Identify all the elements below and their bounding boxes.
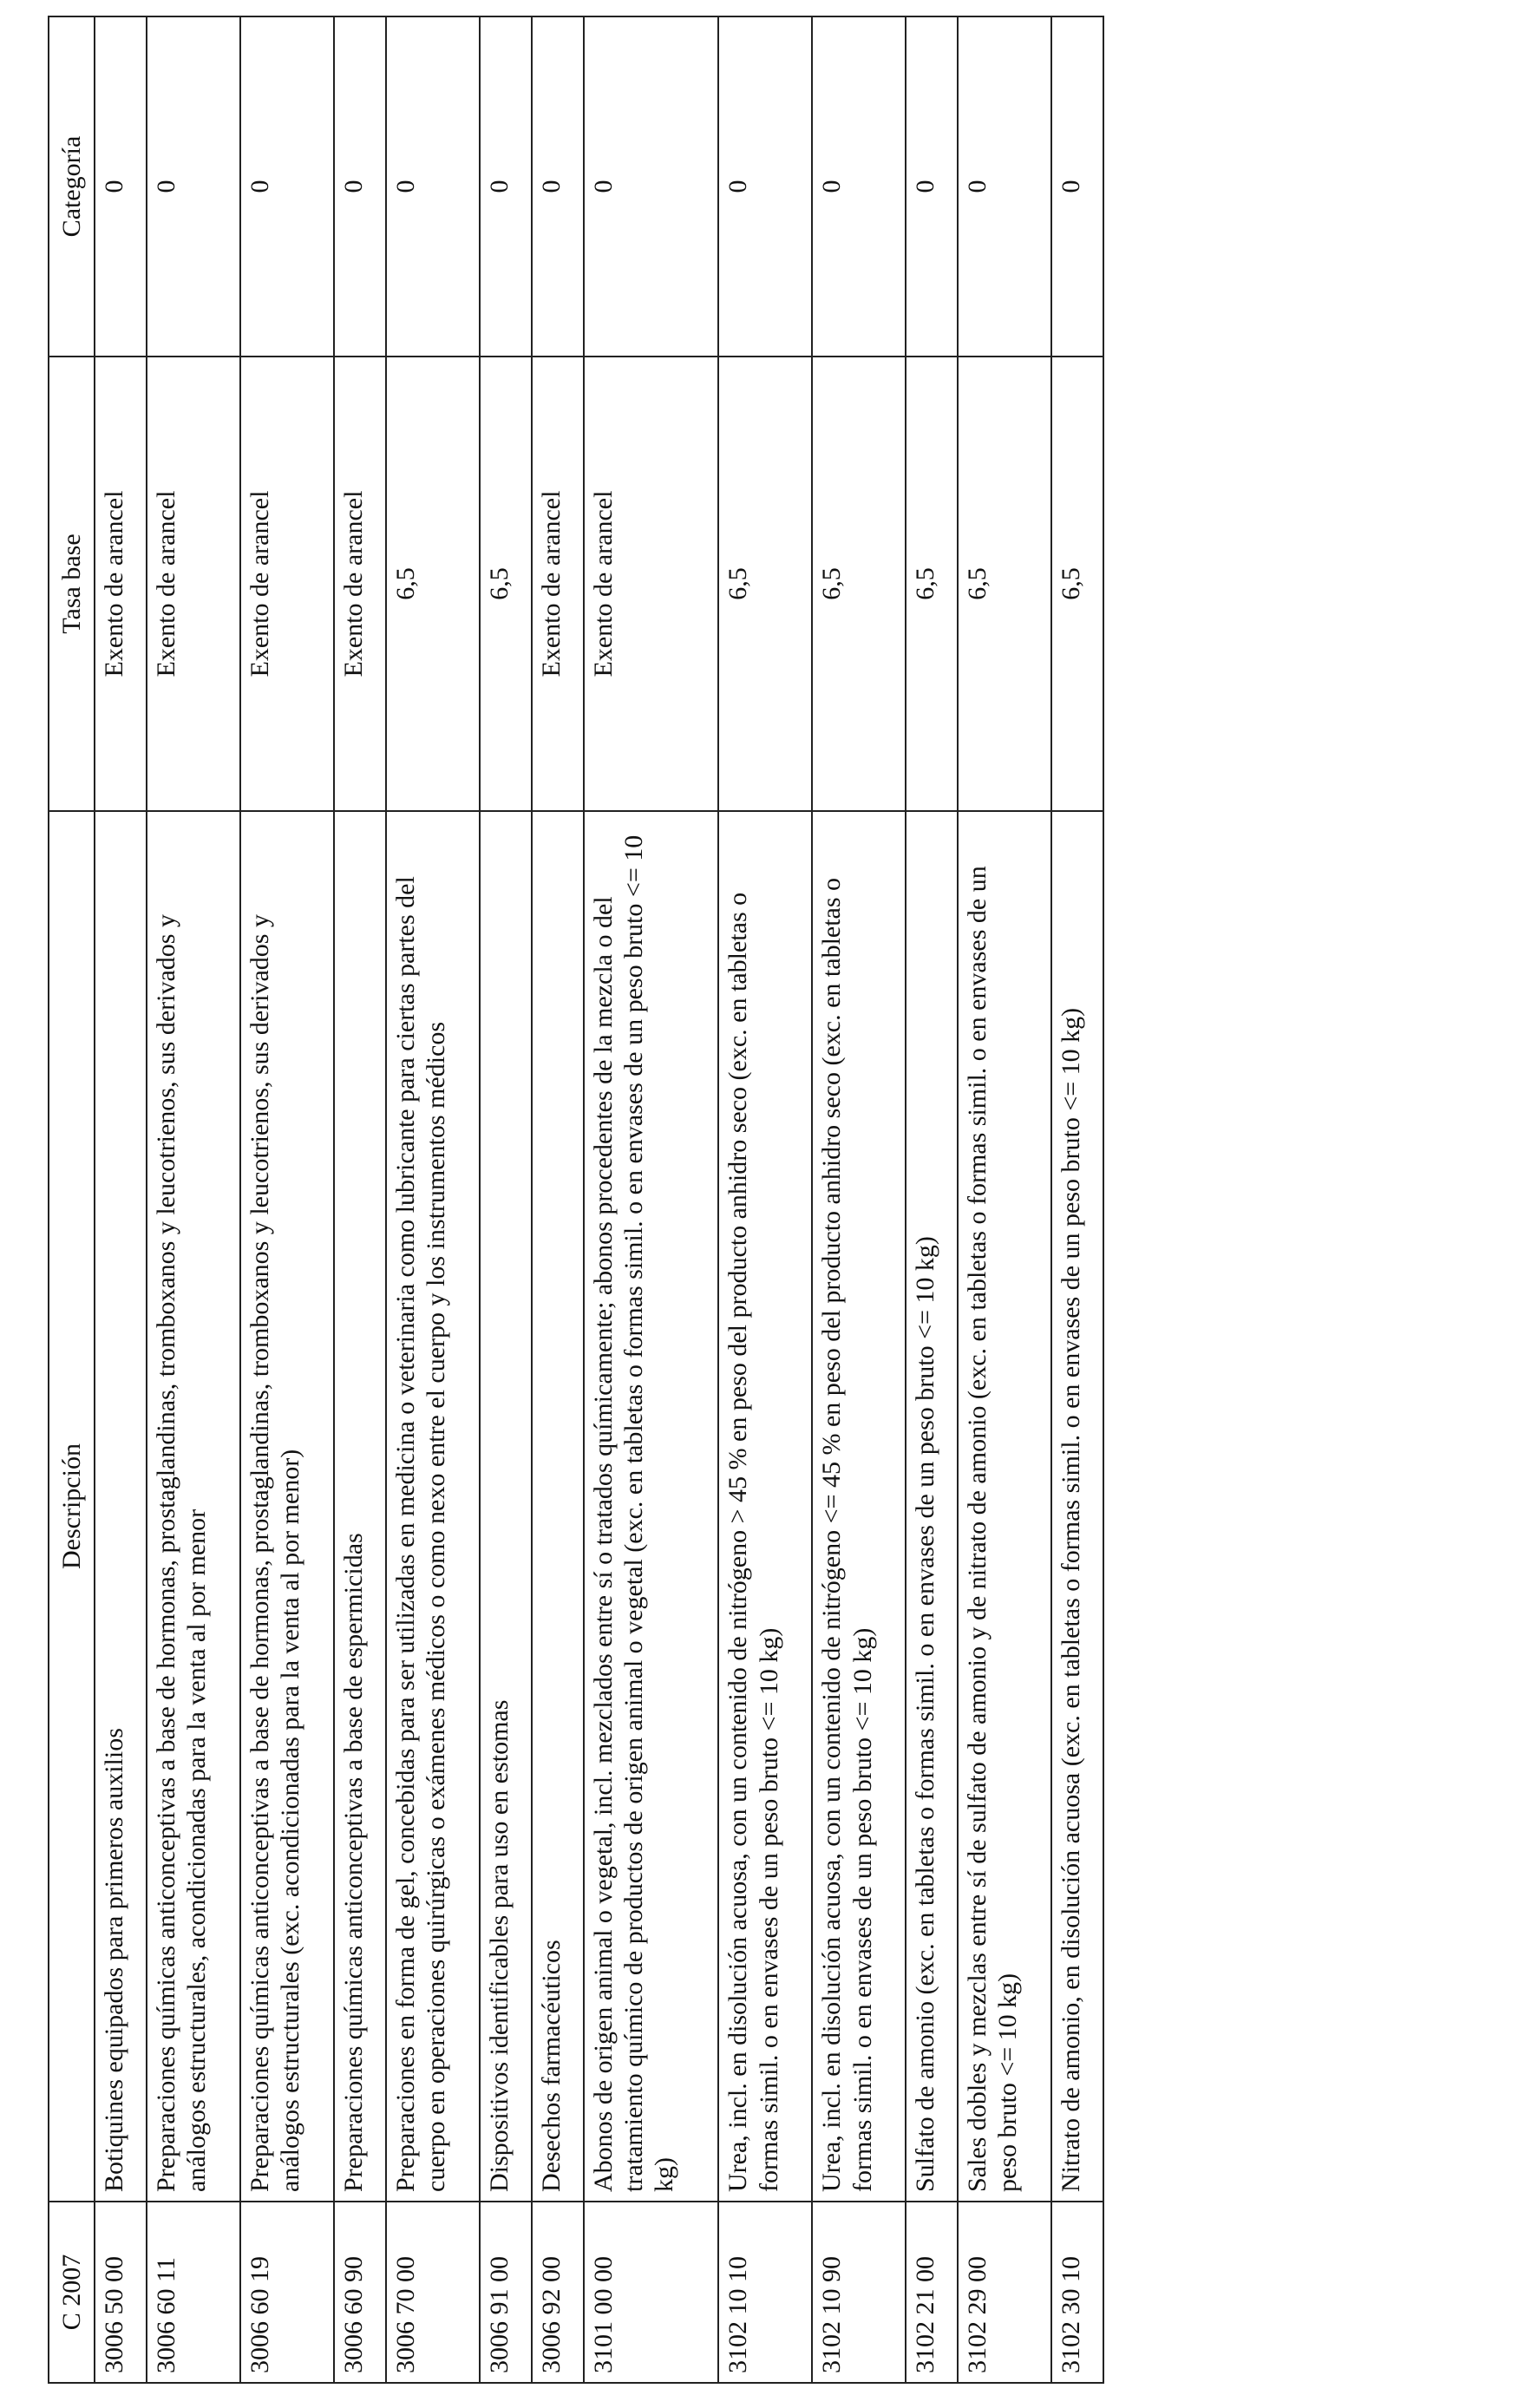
code-cell: 3101 00 00: [584, 2202, 719, 2383]
table-row: [334, 16, 386, 2383]
table-row: [240, 16, 334, 2383]
base-rate-cell: 6,5: [958, 357, 1051, 811]
category-cell: 0: [812, 16, 906, 357]
category-cell: 0: [386, 16, 480, 357]
column-header-category: Categoría: [49, 16, 95, 357]
column-header-code: C 2007: [49, 2202, 95, 2383]
column-header-description: Descripción: [49, 811, 95, 2202]
code-cell: 3006 60 11: [147, 2202, 240, 2383]
code-cell: 3006 60 90: [334, 2202, 386, 2383]
description-cell: Nitrato de amonio, en disolución acuosa (exc. en tabletas o formas simil. o en envases de un peso bruto <= 10 kg): [1051, 811, 1103, 2202]
table-row: [1051, 16, 1103, 2383]
base-rate-cell: Exento de arancel: [532, 357, 584, 811]
base-rate-cell: 6,5: [906, 357, 958, 811]
code-cell: 3006 70 00: [386, 2202, 480, 2383]
description-cell: Urea, incl. en disolución acuosa, con un contenido de nitrógeno <= 45 % en peso del producto anhidro seco (exc. en tabletas o formas simil. o en envases de un peso bruto <= 10 kg): [812, 811, 906, 2202]
category-cell: 0: [334, 16, 386, 357]
base-rate-cell: 6,5: [480, 357, 532, 811]
base-rate-cell: Exento de arancel: [584, 357, 719, 811]
description-cell: Sales dobles y mezclas entre sí de sulfato de amonio y de nitrato de amonio (exc. en tabletas o formas simil. o en envases de un peso bruto <= 10 kg): [958, 811, 1051, 2202]
description-cell: Sulfato de amonio (exc. en tabletas o formas simil. o en envases de un peso bruto <= 10 kg): [906, 811, 958, 2202]
code-cell: 3006 92 00: [532, 2202, 584, 2383]
table-row: [906, 16, 958, 2383]
table-row: [584, 16, 719, 2383]
table-row: [95, 16, 147, 2383]
code-cell: 3006 50 00: [95, 2202, 147, 2383]
table-header-row: [49, 16, 95, 2383]
category-cell: 0: [147, 16, 240, 357]
category-cell: 0: [906, 16, 958, 357]
column-header-base-rate: Tasa base: [49, 357, 95, 811]
base-rate-cell: 6,5: [812, 357, 906, 811]
rotated-page-content: [48, 17, 1104, 2384]
description-cell: Desechos farmacéuticos: [532, 811, 584, 2202]
code-cell: 3102 21 00: [906, 2202, 958, 2383]
base-rate-cell: 6,5: [386, 357, 480, 811]
description-cell: Preparaciones químicas anticonceptivas a base de espermicidas: [334, 811, 386, 2202]
table-row: [958, 16, 1051, 2383]
code-cell: 3102 29 00: [958, 2202, 1051, 2383]
category-cell: 0: [480, 16, 532, 357]
category-cell: 0: [958, 16, 1051, 357]
description-cell: Dispositivos identificables para uso en estomas: [480, 811, 532, 2202]
category-cell: 0: [532, 16, 584, 357]
description-cell: Abonos de origen animal o vegetal, incl. mezclados entre sí o tratados químicamente; abonos procedentes de la mezcla o del tratamiento químico de productos de origen animal o vegetal (exc. en tabletas o formas simil. o en envases de un peso bruto <= 10 kg): [584, 811, 719, 2202]
code-cell: 3102 10 90: [812, 2202, 906, 2383]
tariff-table: [48, 16, 1104, 2384]
code-cell: 3102 10 10: [718, 2202, 812, 2383]
table-row: [532, 16, 584, 2383]
description-cell: Preparaciones en forma de gel, concebidas para ser utilizadas en medicina o veterinaria como lubricante para ciertas partes del cuerpo en operaciones quirúrgicas o exámenes médicos o como nexo entre el cuerpo y los instrumentos médicos: [386, 811, 480, 2202]
table-row: [812, 16, 906, 2383]
category-cell: 0: [584, 16, 719, 357]
description-cell: Preparaciones químicas anticonceptivas a base de hormonas, prostaglandinas, tromboxanos y leucotrienos, sus derivados y análogos estructurales, acondicionadas para la venta al por menor: [147, 811, 240, 2202]
base-rate-cell: 6,5: [1051, 357, 1103, 811]
table-body: [95, 16, 1103, 2383]
table-row: [147, 16, 240, 2383]
base-rate-cell: Exento de arancel: [147, 357, 240, 811]
table-row: [718, 16, 812, 2383]
table-row: [480, 16, 532, 2383]
category-cell: 0: [1051, 16, 1103, 357]
category-cell: 0: [718, 16, 812, 357]
code-cell: 3006 60 19: [240, 2202, 334, 2383]
description-cell: Botiquines equipados para primeros auxilios: [95, 811, 147, 2202]
base-rate-cell: Exento de arancel: [95, 357, 147, 811]
code-cell: 3006 91 00: [480, 2202, 532, 2383]
category-cell: 0: [240, 16, 334, 357]
base-rate-cell: Exento de arancel: [240, 357, 334, 811]
category-cell: 0: [95, 16, 147, 357]
description-cell: Urea, incl. en disolución acuosa, con un contenido de nitrógeno > 45 % en peso del producto anhidro seco (exc. en tabletas o formas simil. o en envases de un peso bruto <= 10 kg): [718, 811, 812, 2202]
code-cell: 3102 30 10: [1051, 2202, 1103, 2383]
base-rate-cell: 6,5: [718, 357, 812, 811]
table-row: [386, 16, 480, 2383]
base-rate-cell: Exento de arancel: [334, 357, 386, 811]
description-cell: Preparaciones químicas anticonceptivas a base de hormonas, prostaglandinas, tromboxanos y leucotrienos, sus derivados y análogos estructurales (exc. acondicionadas para la venta al por menor): [240, 811, 334, 2202]
